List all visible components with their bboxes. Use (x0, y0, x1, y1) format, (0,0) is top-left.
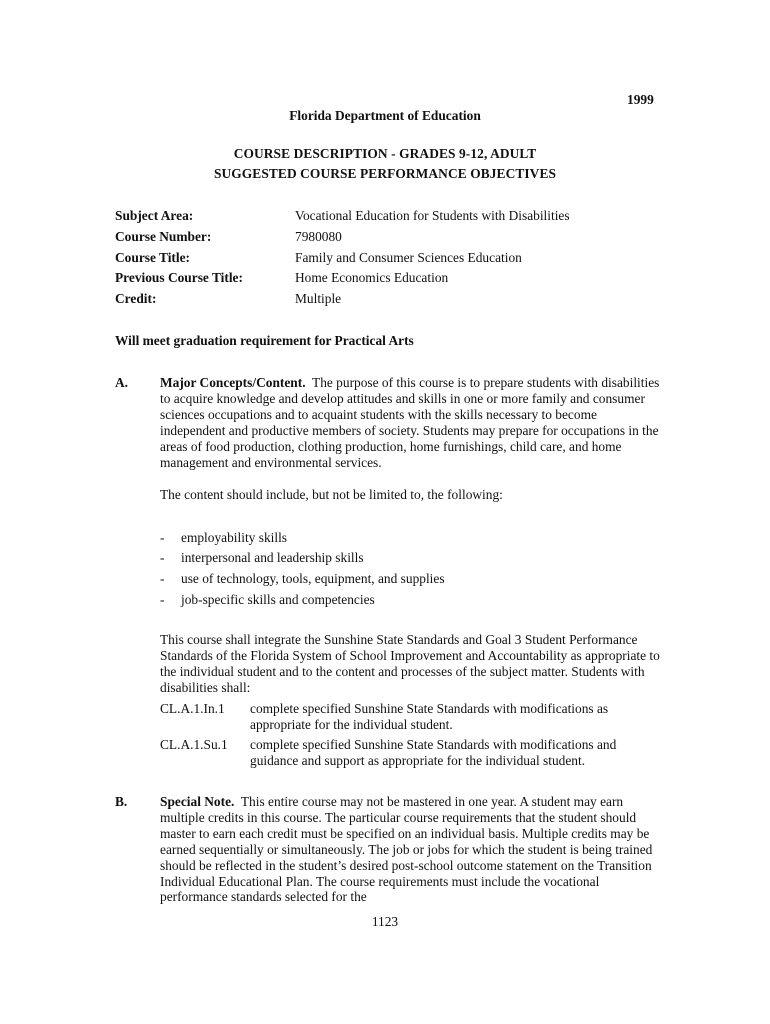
info-row-credit (115, 291, 675, 311)
standards-integration-paragraph: This course shall integrate the Sunshine State Standards and Goal 3 Student Performance Standards of the Florida System of School Improvement and Accountability as appropriate to the individual student and to the content and processes of the subject matter. Students with disabilities shall: (160, 632, 660, 695)
list-item-text: interpersonal and leadership skills (181, 550, 364, 565)
bullet-dash: - (160, 592, 165, 607)
info-label: Subject Area: (115, 208, 194, 223)
list-item-text: use of technology, tools, equipment, and supplies (181, 571, 445, 586)
list-item-text: job-specific skills and competencies (181, 592, 375, 607)
graduation-requirement-note: Will meet graduation requirement for Practical Arts (115, 333, 414, 348)
section-b-letter: B. (115, 794, 128, 809)
info-row-course-title (115, 250, 675, 270)
content-intro: The content should include, but not be limited to, the following: (160, 487, 503, 502)
info-value: Family and Consumer Sciences Education (295, 250, 522, 265)
info-value: 7980080 (295, 229, 342, 244)
info-row-course-number (115, 229, 675, 249)
bullet-dash: - (160, 571, 165, 586)
section-b-heading: Special Note. (160, 794, 235, 809)
list-item (160, 571, 640, 591)
bullet-dash: - (160, 530, 165, 545)
page-number: 1123 (371, 914, 399, 929)
standard-item (160, 737, 660, 769)
section-a-heading: Major Concepts/Content. (160, 375, 306, 390)
list-item (160, 550, 640, 570)
info-value: Vocational Education for Students with Disabilities (295, 208, 570, 223)
info-value: Home Economics Education (295, 270, 449, 285)
list-item (160, 592, 640, 612)
standard-code: CL.A.1.Su.1 (160, 737, 228, 752)
standard-text: complete specified Sunshine State Standards with modifications and guidance and support as appropriate for the individual student. (250, 737, 617, 768)
section-a-paragraph (160, 375, 660, 470)
document-title-line-1: COURSE DESCRIPTION - GRADES 9-12, ADULT (233, 146, 537, 161)
standard-code: CL.A.1.In.1 (160, 701, 225, 716)
list-item-text: employability skills (181, 530, 288, 545)
section-b-paragraph (160, 794, 660, 905)
section-a-text: The purpose of this course is to prepare students with disabilities to acquire knowledge and develop attitudes and skills in one or more family and consumer sciences occupations and to acquaint students with the skills necessary to become independent and productive members of society. Students may prepare for occupations in the areas of food production, clothing production, home furnishings, child care, and home management and environmental services. (160, 375, 660, 470)
info-label: Course Number: (115, 229, 212, 244)
info-row-subject-area (115, 208, 675, 228)
info-label: Course Title: (115, 250, 191, 265)
section-b-text: This entire course may not be mastered in one year. A student may earn multiple credits in this course. The particular course requirements that the student should master to earn each credit must be specified on an individual basis. Multiple credits may be earned sequentially or simultaneously. The job or jobs for which the student is being trained should be reflected in the student’s desired post-school outcome statement on the Transition Individual Educational Plan. The course requirements must include the vocational performance standards selected for the (160, 794, 653, 905)
info-row-previous-course-title (115, 270, 675, 290)
standard-item (160, 701, 660, 733)
info-label: Previous Course Title: (115, 270, 243, 285)
document-title-line-2: SUGGESTED COURSE PERFORMANCE OBJECTIVES (213, 166, 557, 181)
document-year: 1999 (627, 92, 654, 107)
info-label: Credit: (115, 291, 157, 306)
standard-text: complete specified Sunshine State Standards with modifications as appropriate for the individual student. (250, 701, 609, 732)
section-a-letter: A. (115, 375, 129, 390)
list-item (160, 530, 640, 550)
department-name: Florida Department of Education (289, 108, 481, 123)
info-value: Multiple (295, 291, 342, 306)
bullet-dash: - (160, 550, 165, 565)
